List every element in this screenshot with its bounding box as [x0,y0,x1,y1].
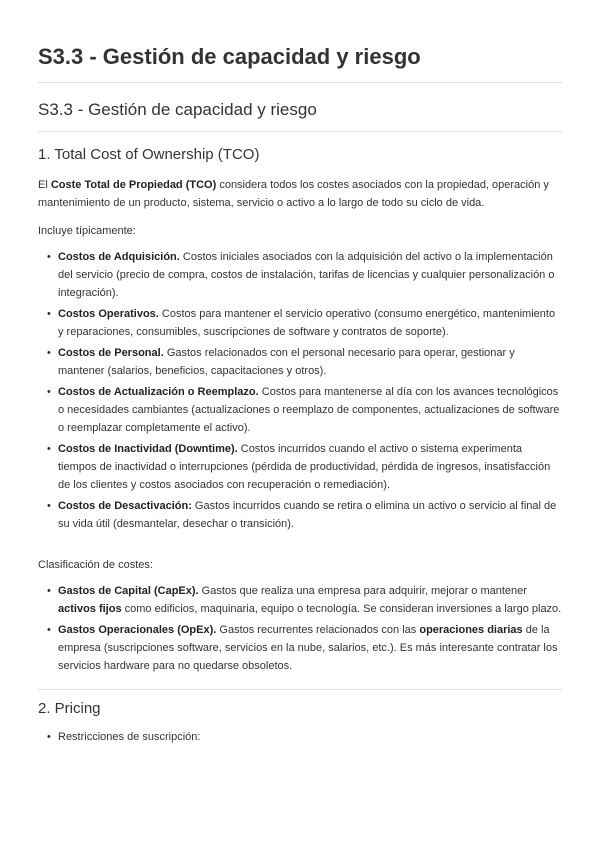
list-item [58,497,562,533]
pricing-list [38,728,562,746]
includes-label: Incluye típicamente: [38,225,136,237]
list-item-opex [58,621,562,675]
tco-intro-pre: El [38,179,51,191]
subtitle-divider [38,131,562,132]
item-title: Costos de Personal. [58,347,164,359]
item-text: Costos incurridos cuando el activo o sistema experimenta tiempos de inactividad o interrupciones (pérdida de productividad, pérdida de ingresos, insatisfacción de los clientes y costos asociados con recuperación o remediación). [58,443,551,491]
item-title: Costos de Adquisición. [58,251,180,263]
classification-label: Clasificación de costes: [38,559,153,571]
list-item [58,248,562,302]
page-title: S3.3 - Gestión de capacidad y riesgo [38,44,421,69]
item-title: Costos Operativos. [58,308,159,320]
capex-text1: Gastos que realiza una empresa para adquirir, mejorar o mantener [198,585,527,597]
tco-heading: 1. Total Cost of Ownership (TCO) [38,146,260,163]
list-item [58,305,562,341]
opex-text1: Gastos recurrentes relacionados con las [216,624,420,636]
list-item [58,440,562,494]
pricing-heading: 2. Pricing [38,689,562,720]
capex-title: Gastos de Capital (CapEx). [58,585,199,597]
title-divider [38,82,562,83]
item-text: Costos iniciales asociados con la adquisición del activo o la implementación del servicio (precio de compra, costos de instalación, tarifas de licencias y cualquier personalización o integración). [58,251,555,299]
list-item [58,383,562,437]
cost-list [38,248,562,533]
opex-title: Gastos Operacionales (OpEx). [58,624,217,636]
classification-list [38,582,562,675]
item-title: Costos de Actualización o Reemplazo. [58,386,259,398]
tco-intro-bold: Coste Total de Propiedad (TCO) [50,179,217,191]
item-text: Gastos relacionados con el personal necesario para operar, gestionar y mantener (salarios, beneficios, capacitaciones y otros). [58,347,515,377]
item-text: Costos para mantenerse al día con los avances tecnológicos o necesidades cambiantes (actualizaciones o reemplazo de componentes, actualizaciones de software o reemplazar completamente el activo). [58,386,560,434]
opex-text2: de la empresa (suscripciones software, servicios en la nube, salarios, etc.). Es más interesante contratar los servicios hardware para no quedarse obsoletos. [58,624,558,672]
tco-intro [38,176,562,212]
section-subtitle: S3.3 - Gestión de capacidad y riesgo [38,100,317,119]
item-text: Gastos incurridos cuando se retira o elimina un activo o servicio al final de su vida útil (desmantelar, desechar o transición). [58,500,557,530]
tco-intro-post: considera todos los costes asociados con la propiedad, operación y mantenimiento de un producto, sistema, servicio o activo a lo largo de todo su ciclo de vida. [38,179,549,209]
capex-text2: como edificios, maquinaria, equipo o tecnología. Se consideran inversiones a largo plazo. [121,603,562,615]
list-item-capex [58,582,562,618]
list-item [58,344,562,380]
list-item: • Restricciones de suscripción: [58,728,562,746]
item-title: Costos de Desactivación: [58,500,192,512]
capex-bold2: activos fijos [58,603,122,615]
spacer [38,536,562,546]
item-text: Costos para mantener el servicio operativo (consumo energético, mantenimiento y reparaciones, consumibles, suscripciones de software y contratos de soporte). [58,308,556,338]
opex-bold2: operaciones diarias [419,624,523,636]
item-title: Costos de Inactividad (Downtime). [58,443,238,455]
